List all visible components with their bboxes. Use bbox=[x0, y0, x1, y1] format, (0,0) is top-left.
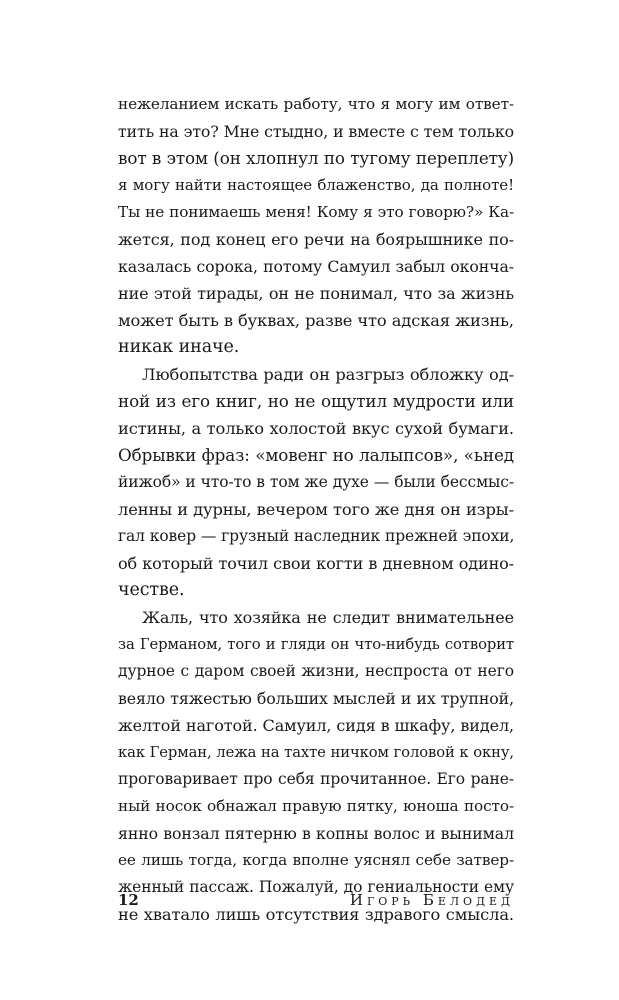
text-line: йижоб» и что-то в том же духе — были бессмыс- bbox=[118, 473, 514, 491]
page-footer bbox=[118, 888, 514, 912]
text-line: нежеланием искать работу, что я могу им ответ- bbox=[118, 95, 514, 113]
text-line: тить на это? Мне стыдно, и вместе с тем только bbox=[118, 122, 515, 141]
text-line: желтой наготой. Самуил, сидя в шкафу, видел, bbox=[118, 716, 514, 735]
text-line: истины, а только холостой вкус сухой бумаги. bbox=[118, 419, 514, 438]
text-line: ной из его книг, но не ощутил мудрости или bbox=[118, 391, 514, 411]
text-line: Жаль, что хозяйка не следит внимательнее bbox=[142, 608, 514, 627]
text-line: не хватало лишь отсутствия здравого смысла. bbox=[118, 905, 514, 924]
text-line: ние этой тирады, он не понимал, что за жизнь bbox=[118, 284, 514, 303]
text-line: ее лишь тогда, когда вполне уяснял себе затвер- bbox=[118, 851, 514, 869]
text-line: ленны и дурны, вечером того же дня он изры- bbox=[118, 500, 514, 519]
text-line: никак иначе. bbox=[118, 337, 240, 357]
text-line: женный пассаж. Пожалуй, до гениальности ему bbox=[118, 878, 514, 896]
text-line: гал ковер — грузный наследник прежней эпохи, bbox=[118, 527, 515, 545]
text-line: за Германом, того и гляди он что-нибудь сотворит bbox=[118, 636, 514, 653]
text-line: янно вонзал пятерню в копны волос и вынимал bbox=[118, 824, 514, 843]
text-line: Обрывки фраз: «мовенг но лалыпсов», «ьнед bbox=[118, 445, 514, 465]
text-line: ный носок обнажал правую пятку, юноша посто- bbox=[118, 797, 514, 815]
text-line: Ты не понимаешь меня! Кому я это говорю?» Ка- bbox=[118, 203, 514, 221]
page-number: 12 bbox=[118, 891, 139, 909]
text-line: дурное с даром своей жизни, неспроста от него bbox=[118, 662, 514, 680]
running-head-author: Игорь Белодед bbox=[349, 891, 514, 909]
paragraph-3 bbox=[118, 604, 514, 928]
text-line: Любопытства ради он разгрыз обложку од- bbox=[142, 365, 514, 384]
text-line: честве. bbox=[118, 580, 185, 600]
paragraph-1 bbox=[118, 91, 514, 361]
text-line: я могу найти настоящее блаженство, да полноте! bbox=[118, 176, 514, 194]
text-line: вот в этом (он хлопнул по тугому переплету) bbox=[118, 148, 514, 168]
text-line: веяло тяжестью больших мыслей и их трупной, bbox=[118, 689, 514, 708]
text-line: казалась сорока, потому Самуил забыл оконча- bbox=[118, 257, 514, 276]
body-text bbox=[118, 91, 514, 928]
text-line: может быть в буквах, разве что адская жизнь, bbox=[118, 311, 514, 330]
text-line: об который точил свои когти в дневном одино- bbox=[118, 554, 514, 573]
paragraph-2 bbox=[118, 361, 514, 604]
text-line: жется, под конец его речи на боярышнике по- bbox=[118, 230, 514, 249]
text-line: проговаривает про себя прочитанное. Его ране- bbox=[118, 770, 514, 788]
text-line: как Герман, лежа на тахте ничком головой к окну, bbox=[118, 744, 514, 761]
